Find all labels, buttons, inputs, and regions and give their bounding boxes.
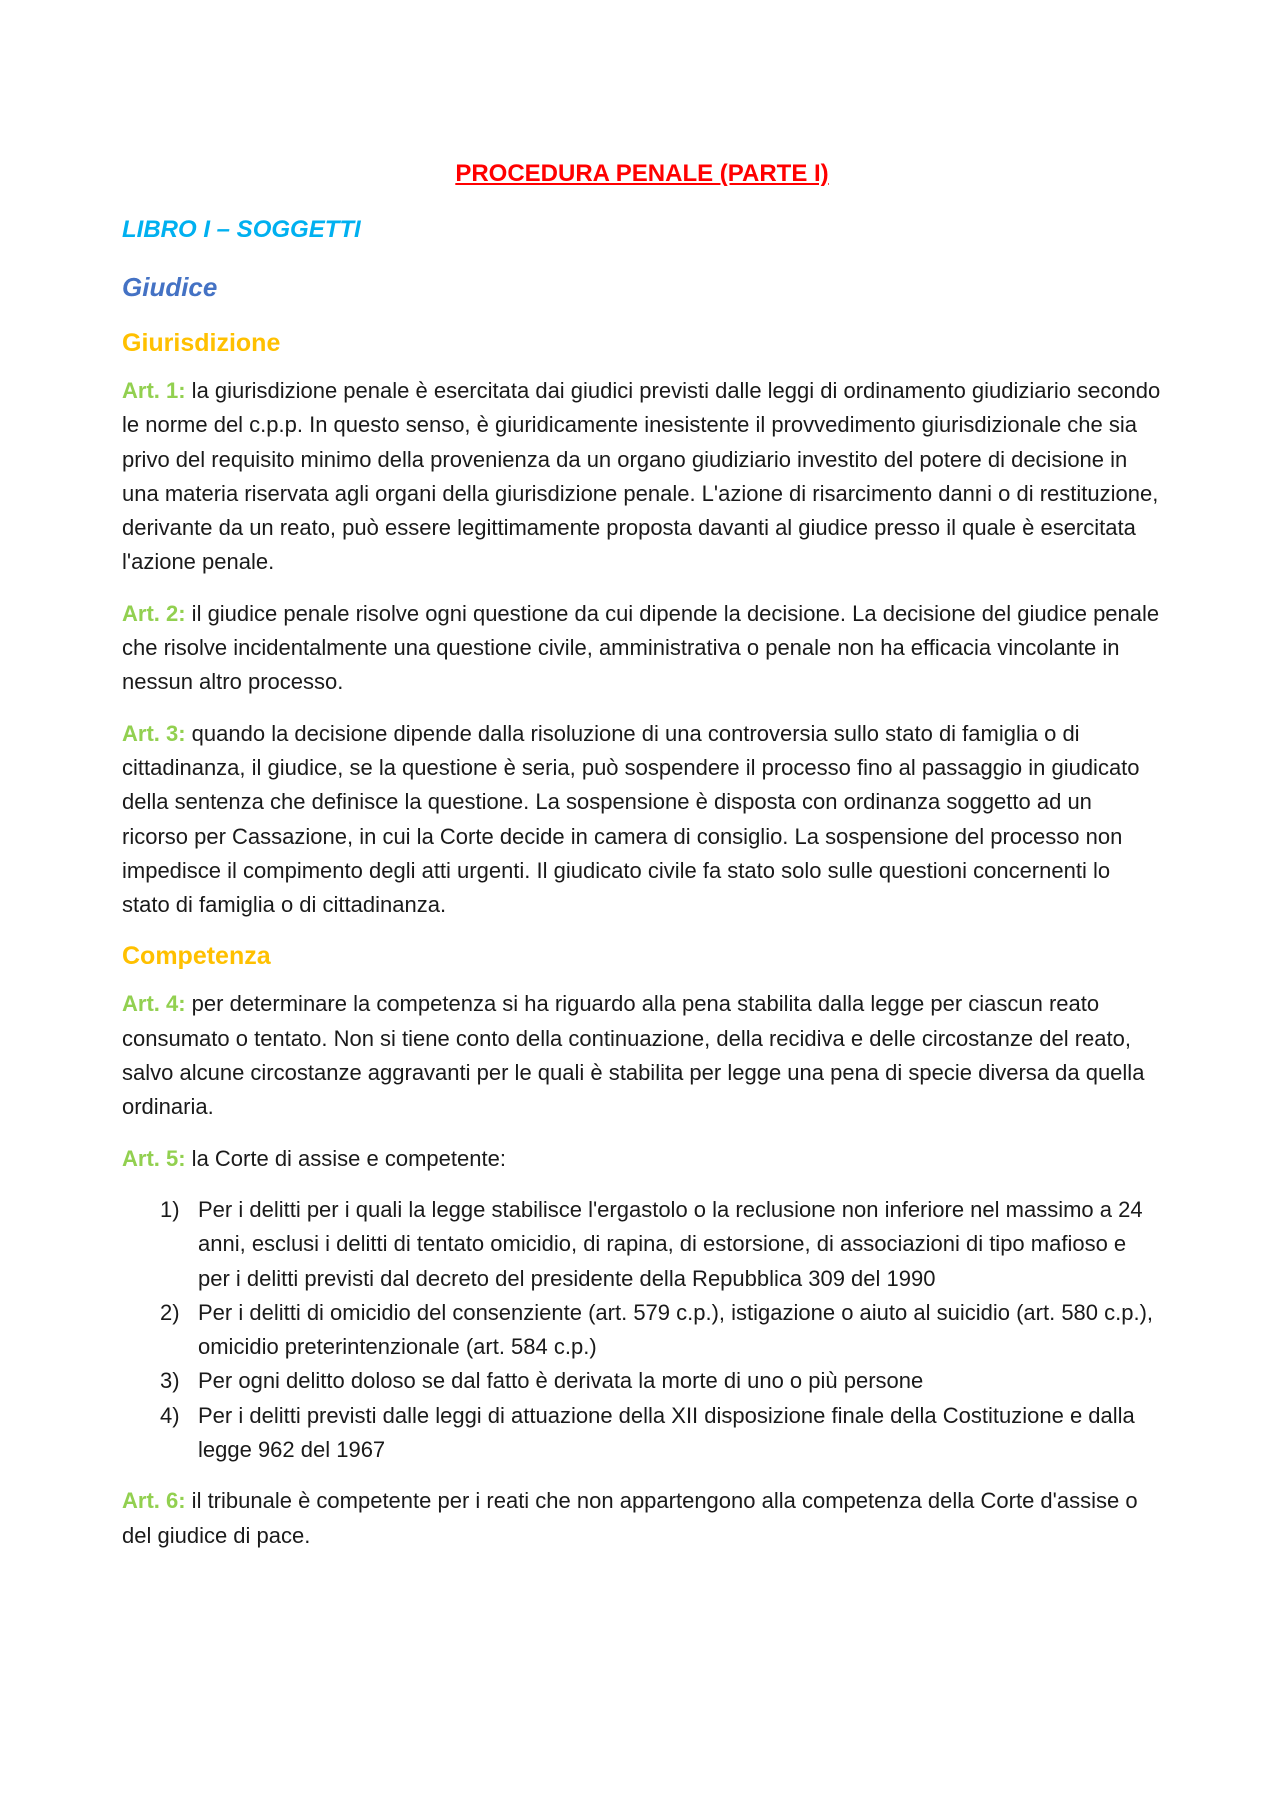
list-item bbox=[160, 1193, 1162, 1296]
list-item-number: 2) bbox=[160, 1299, 180, 1325]
article-2-label: Art. 2: bbox=[122, 600, 186, 626]
list-item bbox=[160, 1296, 1162, 1365]
article-4 bbox=[122, 987, 1162, 1124]
article-6-label: Art. 6: bbox=[122, 1488, 186, 1514]
list-item bbox=[160, 1399, 1162, 1468]
article-4-label: Art. 4: bbox=[122, 991, 186, 1017]
list-item-text: Per i delitti di omicidio del consenziente (art. 579 c.p.), istigazione o aiuto al suicidio (art. 580 c.p.), omicidio preterintenzionale (art. 584 c.p.) bbox=[198, 1299, 1154, 1360]
article-3-text: quando la decisione dipende dalla risoluzione di una controversia sullo stato di famiglia o di cittadinanza, il giudice, se la questione è seria, può sospendere il processo fino al passaggio in giudicato della sentenza che definisce la questione. La sospensione è disposta con ordinanza soggetto ad un ricorso per Cassazione, in cui la Corte decide in camera di consiglio. La sospensione del processo non impedisce il compimento degli atti urgenti. Il giudicato civile fa stato solo sulle questioni concernenti lo stato di famiglia o di cittadinanza. bbox=[122, 720, 1140, 918]
subject-heading: Giudice bbox=[122, 272, 218, 302]
article-6 bbox=[122, 1484, 1162, 1553]
book-heading: LIBRO I – SOGGETTI bbox=[122, 216, 361, 243]
article-5-list bbox=[122, 1193, 1162, 1467]
document-page bbox=[122, 150, 1162, 1570]
list-item-number: 4) bbox=[160, 1402, 180, 1428]
list-item bbox=[160, 1364, 1162, 1398]
list-item-number: 3) bbox=[160, 1368, 180, 1394]
article-1-text: la giurisdizione penale è esercitata dai giudici previsti dalle leggi di ordinamento giudiziario secondo le norme del c.p.p. In questo senso, è giuridicamente inesistente il provvedimento giurisdizionale che sia privo del requisito minimo della provenienza da un organo giudiziario investito del potere di decisione in una materia riservata agli organi della giurisdizione penale. L'azione di risarcimento danni o di restituzione, derivante da un reato, può essere legittimamente proposta davanti al giudice presso il quale è esercitata l'azione penale. bbox=[122, 378, 1161, 575]
article-6-text: il tribunale è competente per i reati che non appartengono alla competenza della Corte d'assise o del giudice di pace. bbox=[122, 1488, 1138, 1548]
document-title: PROCEDURA PENALE (PARTE I) bbox=[455, 160, 829, 187]
section-heading-giurisdizione: Giurisdizione bbox=[122, 329, 281, 357]
article-4-text: per determinare la competenza si ha riguardo alla pena stabilita dalla legge per ciascun reato consumato o tentato. Non si tiene conto della continuazione, della recidiva e delle circostanze del reato, salvo alcune circostanze aggravanti per le quali è stabilita per legge una pena di specie diversa da quella ordinaria. bbox=[122, 991, 1145, 1120]
article-1-label: Art. 1: bbox=[122, 378, 186, 403]
article-5 bbox=[122, 1142, 1162, 1176]
article-1 bbox=[122, 374, 1162, 580]
article-3-label: Art. 3: bbox=[122, 720, 186, 746]
list-item-text: Per ogni delitto doloso se dal fatto è derivata la morte di uno o più persone bbox=[198, 1368, 924, 1394]
article-3 bbox=[122, 717, 1162, 923]
article-5-label: Art. 5: bbox=[122, 1145, 186, 1171]
article-2 bbox=[122, 597, 1162, 700]
list-item-number: 1) bbox=[160, 1196, 180, 1222]
article-2-text: il giudice penale risolve ogni questione da cui dipende la decisione. La decisione del giudice penale che risolve incidentalmente una questione civile, amministrativa o penale non ha efficacia vincolante in nessun altro processo. bbox=[122, 600, 1160, 695]
section-heading-competenza: Competenza bbox=[122, 942, 271, 971]
list-item-text: Per i delitti previsti dalle leggi di attuazione della XII disposizione finale della Costituzione e dalla legge 962 del 1967 bbox=[198, 1402, 1135, 1463]
article-5-text: la Corte di assise e competente: bbox=[185, 1145, 506, 1171]
list-item-text: Per i delitti per i quali la legge stabilisce l'ergastolo o la reclusione non inferiore nel massimo a 24 anni, esclusi i delitti di tentato omicidio, di rapina, di estorsione, di associazioni di tipo mafioso e per i delitti previsti dal decreto del presidente della Repubblica 309 del 1990 bbox=[198, 1196, 1143, 1291]
